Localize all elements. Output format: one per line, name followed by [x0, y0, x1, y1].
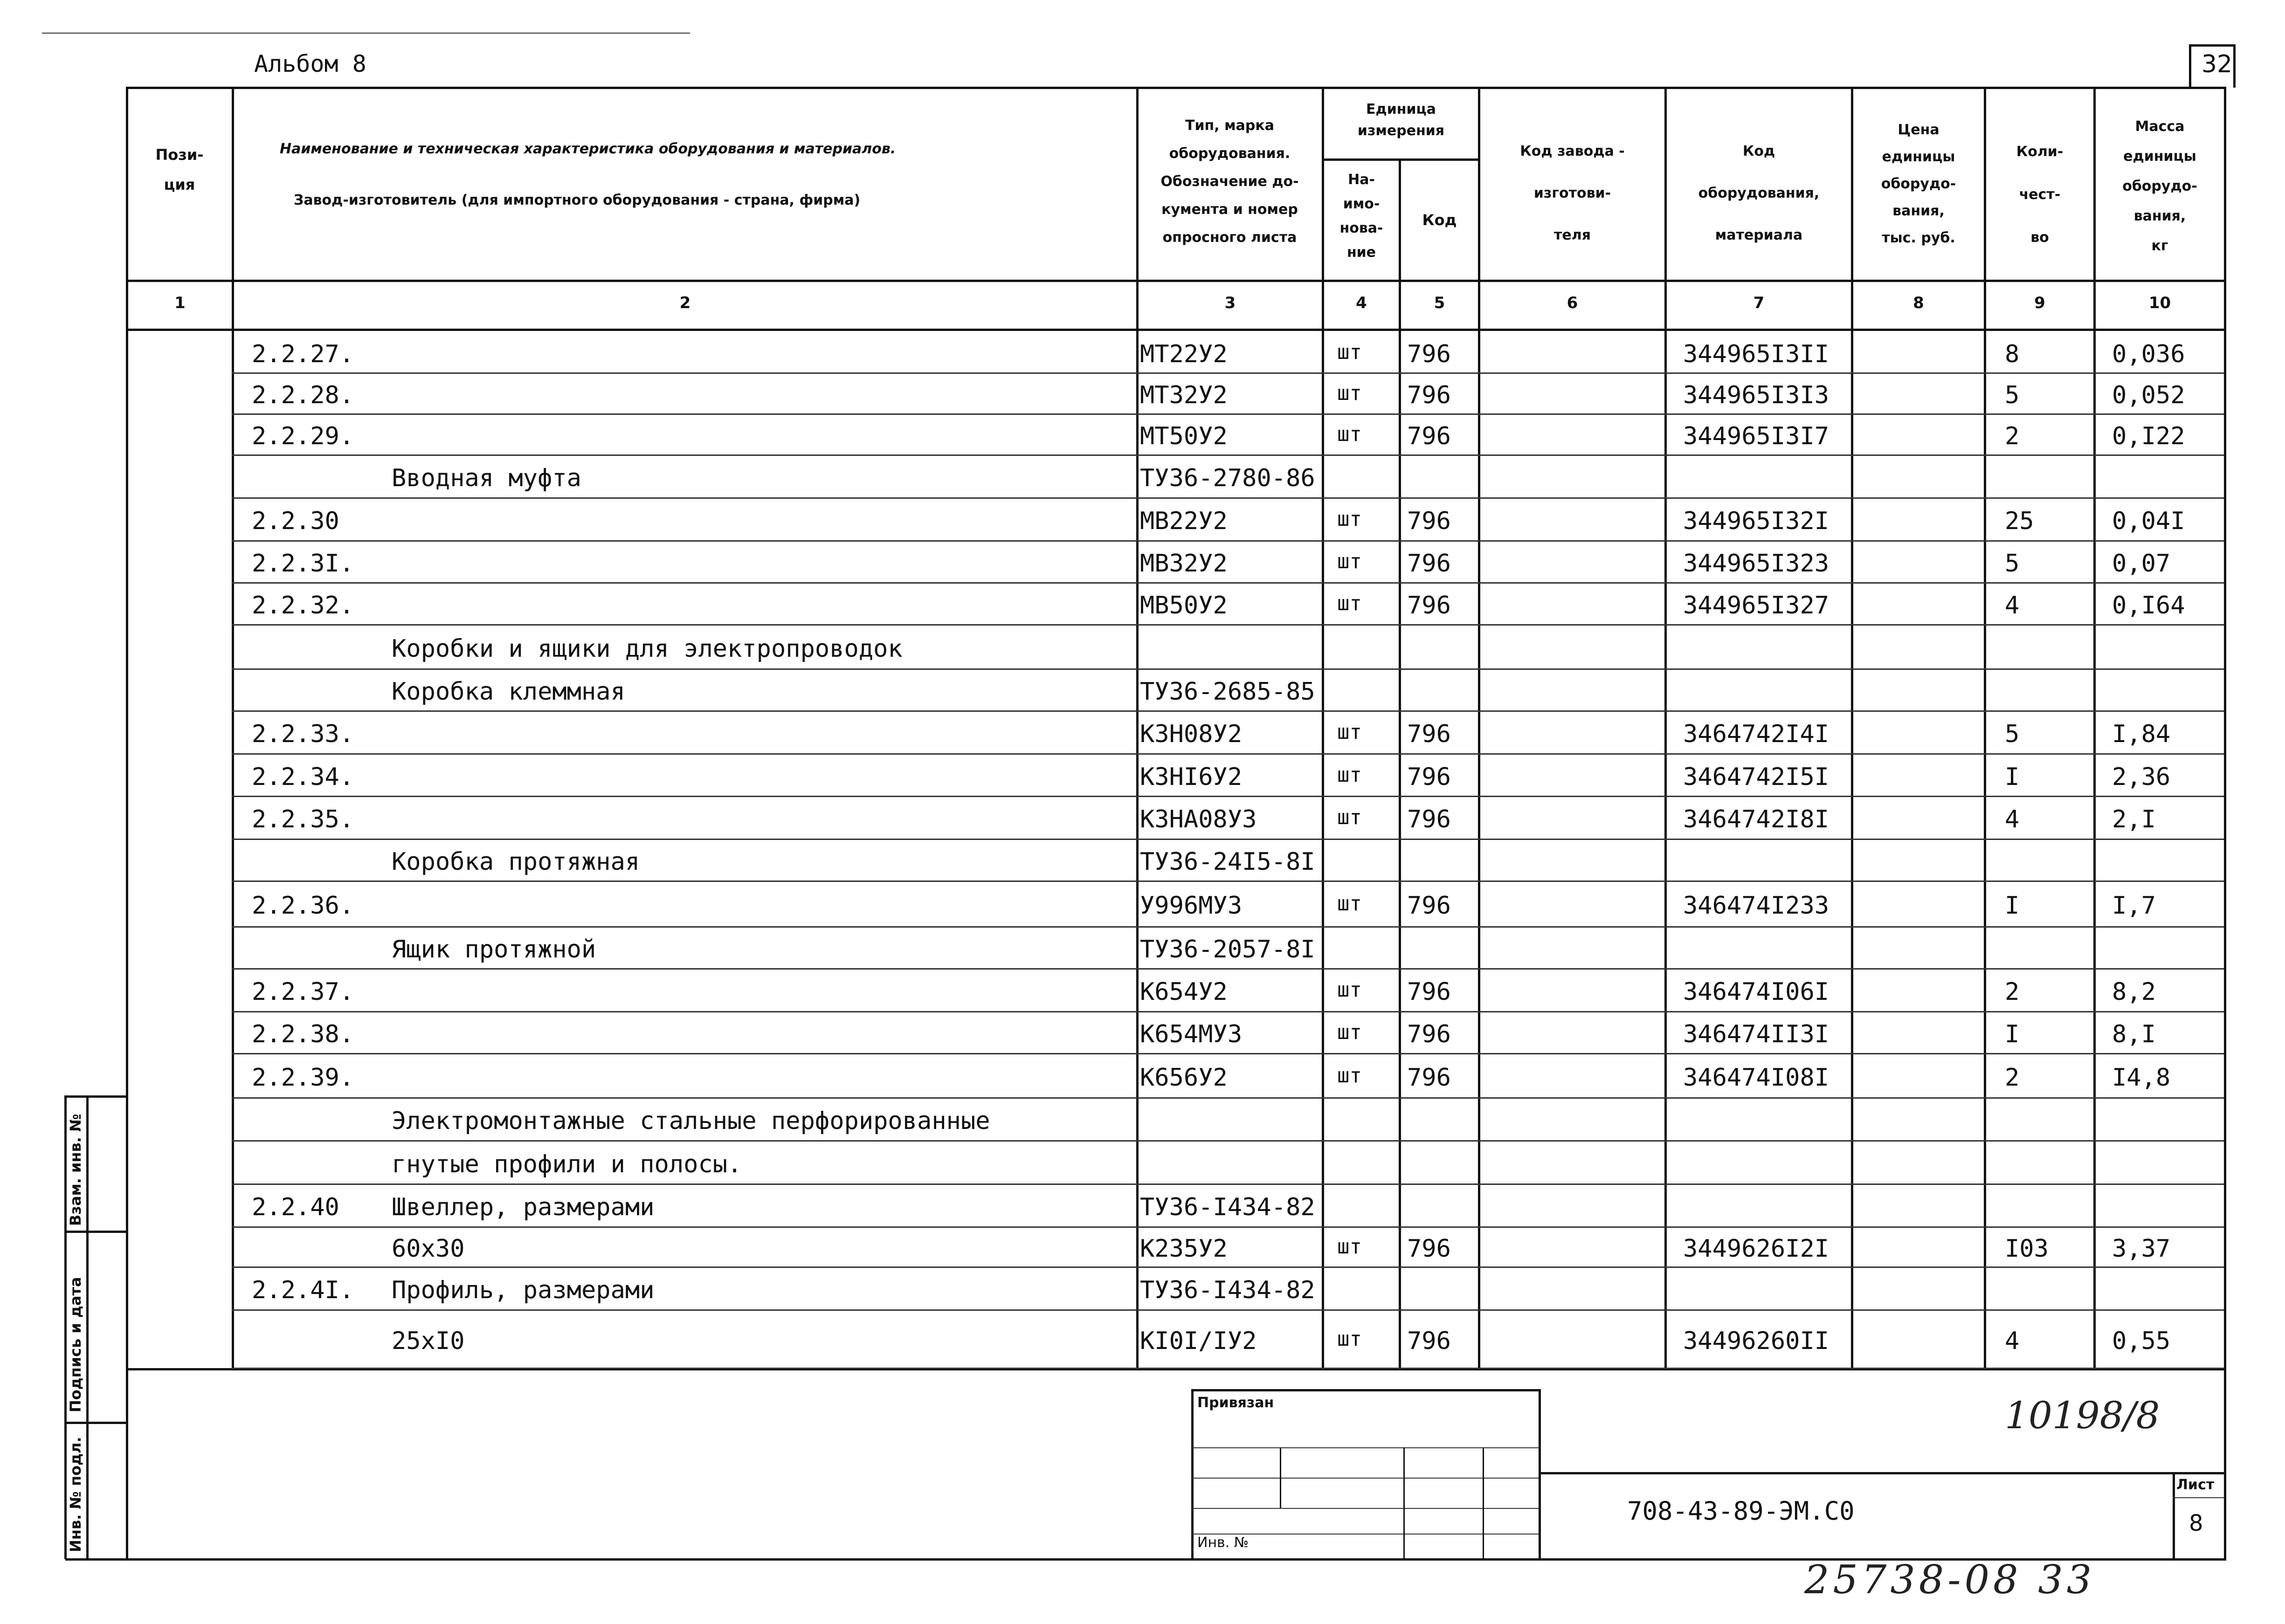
name-cell: Профиль, размерами: [392, 1276, 655, 1304]
unit-code-cell: 796: [1407, 340, 1451, 368]
album-label: Альбом 8: [254, 50, 366, 77]
row-separator: [232, 796, 2224, 797]
title-block-row2: [1191, 1478, 1539, 1479]
header-factory-code: Код завода - изготови- теля: [1520, 143, 1625, 243]
row-separator: [232, 1097, 2224, 1099]
header-equipment-code: Код оборудования, материала: [1698, 143, 1820, 243]
header-position: Пози- ция: [155, 146, 204, 193]
title-block-main-line: [1539, 1472, 2226, 1474]
title-block-col2: [1403, 1447, 1405, 1559]
quantity-cell: 5: [2005, 720, 2020, 748]
unit-code-cell: 796: [1407, 892, 1451, 920]
handwritten-note: 10198/8: [2005, 1394, 2160, 1437]
frame-top: [126, 87, 2224, 89]
mass-cell: 0,I64: [2112, 592, 2185, 619]
row-separator: [232, 753, 2224, 755]
list-box-divider: [2173, 1497, 2225, 1498]
equipment-code-cell: 346474I06I: [1683, 978, 1829, 1006]
equipment-code-cell: 3464742I5I: [1683, 763, 1829, 791]
mass-cell: 0,I22: [2112, 422, 2185, 450]
equipment-code-cell: 344965I323: [1683, 550, 1829, 578]
mass-cell: 8,I: [2112, 1020, 2156, 1048]
mass-cell: 8,2: [2112, 978, 2156, 1006]
row-separator: [232, 372, 2224, 374]
frame-right: [2224, 87, 2226, 1560]
equipment-code-cell: 346474II3I: [1683, 1020, 1829, 1048]
side-stamp-vzam: Взам. инв. №: [67, 1114, 84, 1226]
mass-cell: I,7: [2112, 892, 2156, 920]
header-unit-code: Код: [1422, 211, 1457, 229]
quantity-cell: I: [2005, 892, 2020, 920]
handwritten-bottom-number: 25738-08 33: [1804, 1557, 2096, 1603]
name-cell: гнутые профили и полосы.: [392, 1150, 742, 1178]
type-cell: МВ22У2: [1140, 507, 1228, 535]
mass-cell: 0,55: [2112, 1327, 2171, 1355]
row-separator: [232, 454, 2224, 456]
type-cell: ТУ36-2685-85: [1140, 678, 1315, 706]
col-line-7: [1851, 87, 1853, 1369]
unit-name-cell: шт: [1337, 978, 1362, 1002]
col-line-6: [1664, 87, 1667, 1369]
row-separator: [232, 1368, 2224, 1369]
header-bottom-line: [126, 329, 2226, 331]
row-separator: [232, 1266, 2224, 1268]
quantity-cell: 25: [2005, 507, 2034, 535]
quantity-cell: I: [2005, 763, 2020, 791]
col-line-5: [1478, 87, 1480, 1369]
name-cell: 25хI0: [392, 1327, 465, 1355]
position-cell: 2.2.34.: [252, 763, 354, 791]
title-block-privyazan: Привязан: [1197, 1395, 1274, 1411]
type-cell: МТ32У2: [1140, 381, 1228, 409]
list-number: 8: [2189, 1510, 2203, 1536]
equipment-code-cell: 3464742I4I: [1683, 720, 1829, 748]
title-block-row3: [1191, 1508, 1539, 1509]
header-mass: Масса единицы оборудо- вания, кг: [2122, 118, 2197, 254]
unit-group-line: [1322, 158, 1480, 161]
list-label: Лист: [2176, 1477, 2215, 1493]
col-number: 1: [174, 294, 186, 312]
mass-cell: 2,36: [2112, 763, 2171, 791]
type-cell: К656У2: [1140, 1064, 1228, 1092]
unit-name-cell: шт: [1337, 720, 1362, 744]
unit-code-cell: 796: [1407, 720, 1451, 748]
unit-code-cell: 796: [1407, 1064, 1451, 1092]
row-separator: [232, 1053, 2224, 1054]
mass-cell: 2,I: [2112, 805, 2156, 833]
name-cell: 60х30: [392, 1235, 465, 1263]
col-number: 8: [1913, 294, 1924, 312]
position-cell: 2.2.27.: [252, 340, 354, 368]
quantity-cell: I: [2005, 1020, 2020, 1048]
col-number: 9: [2034, 294, 2045, 312]
side-stamp-mid: [86, 1095, 89, 1559]
quantity-cell: 2: [2005, 422, 2020, 450]
row-separator: [232, 540, 2224, 542]
row-separator: [232, 624, 2224, 626]
mass-cell: I4,8: [2112, 1064, 2171, 1092]
unit-name-cell: шт: [1337, 1020, 1362, 1044]
row-separator: [232, 881, 2224, 882]
col-line-3: [1322, 87, 1324, 1369]
side-stamp-top: [64, 1095, 127, 1098]
side-stamp-podpis: Подпись и дата: [67, 1277, 84, 1412]
row-separator: [232, 582, 2224, 584]
unit-name-cell: шт: [1337, 1235, 1362, 1259]
sheet-box-right: [2233, 44, 2236, 88]
mass-cell: 3,37: [2112, 1235, 2171, 1263]
type-cell: ТУ36-2057-8I: [1140, 936, 1315, 963]
type-cell: КI0I/IУ2: [1140, 1327, 1257, 1355]
unit-code-cell: 796: [1407, 1327, 1451, 1355]
type-cell: КЗНI6У2: [1140, 763, 1243, 791]
type-cell: ТУ36-I434-82: [1140, 1193, 1315, 1221]
position-cell: 2.2.4I.: [252, 1276, 354, 1304]
equipment-code-cell: 344965I32I: [1683, 507, 1829, 535]
quantity-cell: 4: [2005, 1327, 2020, 1355]
col-number: 3: [1224, 294, 1236, 312]
document-code: 708-43-89-ЭМ.С0: [1627, 1496, 1855, 1526]
unit-name-cell: шт: [1337, 550, 1362, 573]
position-cell: 2.2.40: [252, 1193, 339, 1221]
unit-name-cell: шт: [1337, 1064, 1362, 1087]
row-separator: [232, 839, 2224, 840]
col-line-1: [232, 87, 234, 1369]
unit-code-cell: 796: [1407, 381, 1451, 409]
title-block-row1: [1191, 1447, 1539, 1448]
unit-code-cell: 796: [1407, 1020, 1451, 1048]
type-cell: МВ50У2: [1140, 592, 1228, 619]
position-cell: 2.2.28.: [252, 381, 354, 409]
unit-code-cell: 796: [1407, 550, 1451, 578]
type-cell: МВ32У2: [1140, 550, 1228, 578]
quantity-cell: 5: [2005, 381, 2020, 409]
list-box-left: [2173, 1472, 2175, 1559]
header-name-line1: Наименование и техническая характеристика оборудования и материалов.: [280, 141, 896, 157]
position-cell: 2.2.3I.: [252, 550, 354, 578]
row-separator: [232, 413, 2224, 415]
header-unit-group: Единица измерения: [1357, 101, 1445, 139]
unit-code-cell: 796: [1407, 422, 1451, 450]
col-number: 10: [2148, 294, 2171, 312]
equipment-code-cell: 346474I08I: [1683, 1064, 1829, 1092]
mass-cell: I,84: [2112, 720, 2171, 748]
header-type: Тип, марка оборудования. Обозначение до- кумента и номер опросного листа: [1160, 117, 1299, 246]
position-cell: 2.2.30: [252, 507, 339, 535]
position-cell: 2.2.29.: [252, 422, 354, 450]
quantity-cell: 5: [2005, 550, 2020, 578]
col-line-4: [1399, 158, 1401, 1368]
type-cell: ТУ36-24I5-8I: [1140, 848, 1315, 876]
equipment-code-cell: 346474I233: [1683, 892, 1829, 920]
unit-code-cell: 796: [1407, 805, 1451, 833]
row-separator: [232, 1309, 2224, 1311]
unit-code-cell: 796: [1407, 592, 1451, 619]
equipment-code-cell: 34496260II: [1683, 1327, 1829, 1355]
side-stamp-sep2: [64, 1422, 127, 1424]
header-name-line2: Завод-изготовитель (для импортного оборудования - страна, фирма): [294, 192, 861, 208]
row-separator: [232, 1226, 2224, 1228]
row-separator: [232, 497, 2224, 499]
top-margin-line: [42, 33, 690, 34]
unit-code-cell: 796: [1407, 1235, 1451, 1263]
type-cell: У996МУ3: [1140, 892, 1243, 920]
unit-name-cell: шт: [1337, 592, 1362, 615]
position-cell: 2.2.38.: [252, 1020, 354, 1048]
quantity-cell: 4: [2005, 592, 2020, 619]
unit-name-cell: шт: [1337, 507, 1362, 531]
mass-cell: 0,04I: [2112, 507, 2185, 535]
type-cell: К654У2: [1140, 978, 1228, 1006]
type-cell: МТ50У2: [1140, 422, 1228, 450]
equipment-code-cell: 3464742I8I: [1683, 805, 1829, 833]
quantity-cell: I03: [2005, 1235, 2049, 1263]
row-separator: [232, 668, 2224, 670]
name-cell: Коробка клеммная: [392, 678, 625, 706]
quantity-cell: 2: [2005, 1064, 2020, 1092]
side-stamp-sep1: [64, 1231, 127, 1233]
position-cell: 2.2.35.: [252, 805, 354, 833]
type-cell: КЗНА08У3: [1140, 805, 1257, 833]
col-line-8: [1984, 87, 1986, 1369]
row-separator: [232, 1011, 2224, 1012]
type-cell: КЗН08У2: [1140, 720, 1243, 748]
name-cell: Швеллер, размерами: [392, 1193, 655, 1221]
position-cell: 2.2.37.: [252, 978, 354, 1006]
name-cell: Ящик протяжной: [392, 936, 596, 963]
row-separator: [232, 710, 2224, 712]
quantity-cell: 4: [2005, 805, 2020, 833]
unit-name-cell: шт: [1337, 381, 1362, 405]
unit-code-cell: 796: [1407, 978, 1451, 1006]
unit-code-cell: 796: [1407, 763, 1451, 791]
mass-cell: 0,036: [2112, 340, 2185, 368]
col-line-2: [1136, 87, 1139, 1369]
title-block-col3: [1483, 1447, 1484, 1559]
type-cell: МТ22У2: [1140, 340, 1228, 368]
header-quantity: Коли- чест- во: [2016, 144, 2064, 246]
col-number: 7: [1753, 294, 1765, 312]
type-cell: К654МУ3: [1140, 1020, 1243, 1048]
side-stamp-inv: Инв. № подл.: [67, 1437, 84, 1552]
row-separator: [232, 1184, 2224, 1185]
name-cell: Электромонтажные стальные перфорированные: [392, 1107, 990, 1135]
unit-name-cell: шт: [1337, 892, 1362, 915]
unit-code-cell: 796: [1407, 507, 1451, 535]
type-cell: ТУ36-I434-82: [1140, 1276, 1315, 1304]
name-cell: Вводная муфта: [392, 464, 581, 492]
quantity-cell: 8: [2005, 340, 2020, 368]
title-block-inv-no: Инв. №: [1197, 1535, 1249, 1551]
equipment-code-cell: 3449626I2I: [1683, 1235, 1829, 1263]
equipment-code-cell: 344965I3II: [1683, 340, 1829, 368]
col-number: 4: [1356, 294, 1367, 312]
position-cell: 2.2.39.: [252, 1064, 354, 1092]
equipment-code-cell: 344965I3I3: [1683, 381, 1829, 409]
sheet-number: 32: [2201, 50, 2233, 78]
title-block-box-top: [1191, 1389, 1541, 1391]
row-separator: [232, 968, 2224, 970]
sheet-box-top: [2189, 44, 2236, 47]
type-cell: К235У2: [1140, 1235, 1228, 1263]
unit-name-cell: шт: [1337, 805, 1362, 829]
unit-name-cell: шт: [1337, 422, 1362, 446]
equipment-code-cell: 344965I3I7: [1683, 422, 1829, 450]
header-unit-name: На- имо- нова- ние: [1339, 172, 1383, 261]
sheet-box-left: [2189, 44, 2191, 88]
unit-name-cell: шт: [1337, 763, 1362, 787]
row-separator: [232, 926, 2224, 928]
unit-name-cell: шт: [1337, 340, 1362, 364]
col-line-9: [2093, 87, 2096, 1369]
name-cell: Коробки и ящики для электропроводок: [392, 635, 903, 663]
position-cell: 2.2.33.: [252, 720, 354, 748]
row-separator: [232, 1140, 2224, 1142]
header-price: Цена единицы оборудо- вания, тыс. руб.: [1881, 122, 1956, 246]
col-number: 2: [679, 294, 691, 312]
position-cell: 2.2.32.: [252, 592, 354, 619]
mass-cell: 0,07: [2112, 550, 2171, 578]
position-cell: 2.2.36.: [252, 892, 354, 920]
quantity-cell: 2: [2005, 978, 2020, 1006]
col-number: 5: [1434, 294, 1445, 312]
unit-name-cell: шт: [1337, 1327, 1362, 1351]
type-cell: ТУ36-2780-86: [1140, 464, 1315, 492]
title-block-col1: [1280, 1447, 1281, 1508]
name-cell: Коробка протяжная: [392, 848, 640, 876]
mass-cell: 0,052: [2112, 381, 2185, 409]
equipment-code-cell: 344965I327: [1683, 592, 1829, 619]
col-number: 6: [1567, 294, 1578, 312]
col-number-line: [126, 280, 2226, 282]
